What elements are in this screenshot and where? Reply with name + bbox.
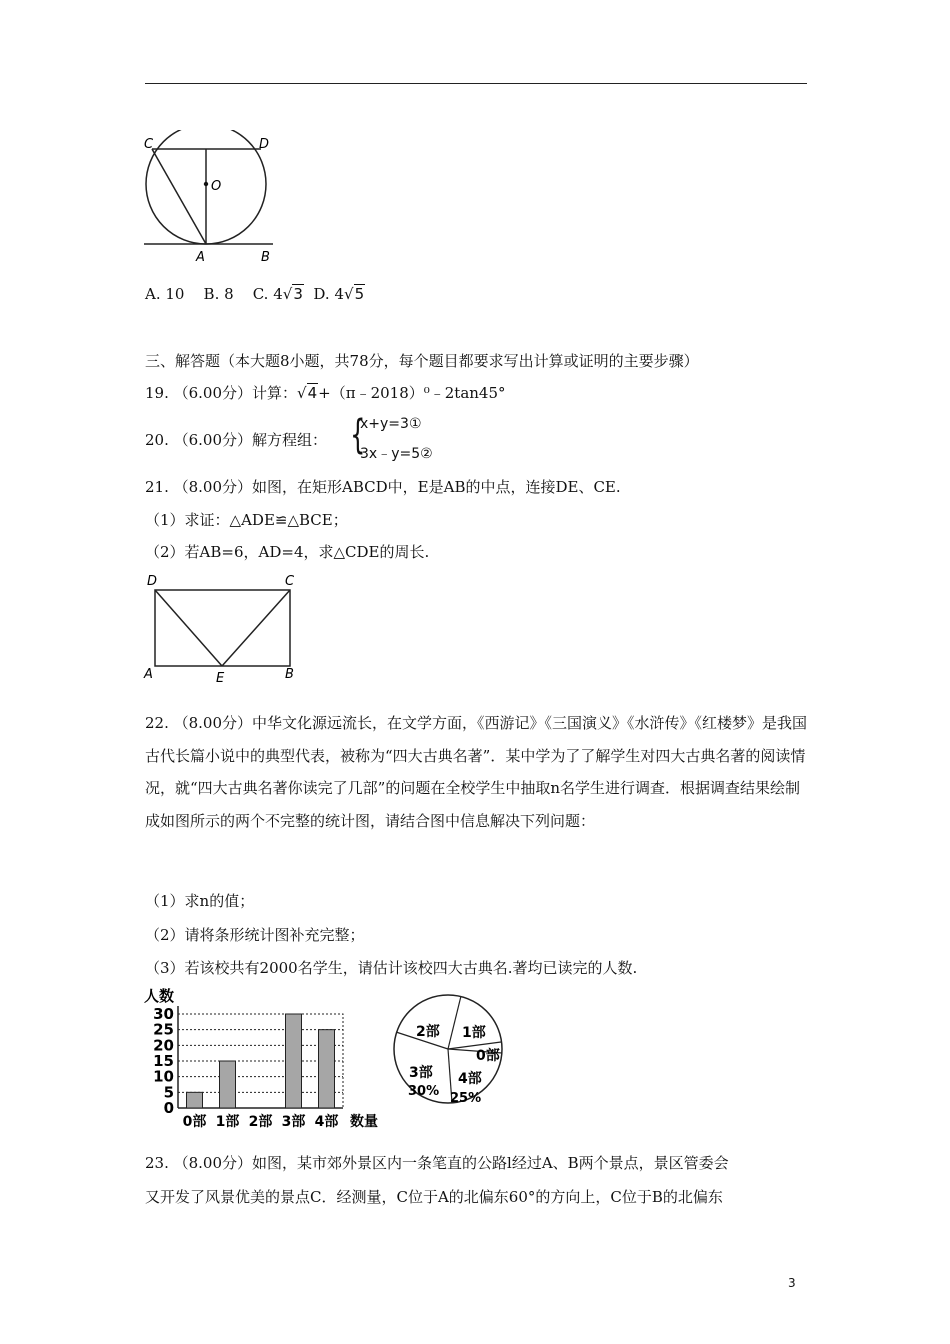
q21-stem: 21. （8.00分）如图，在矩形ABCD中，E是AB的中点，连接DE、CE. [145, 478, 621, 496]
question-19 [145, 383, 506, 403]
slice-label-1bu: 1部 [462, 1025, 486, 1041]
bar-0 [187, 1092, 203, 1108]
bar-1 [220, 1061, 236, 1108]
label-e: E [216, 671, 225, 686]
slice-label-0bu: 0部 [476, 1048, 500, 1064]
center-point [204, 182, 208, 186]
pie-chart [390, 990, 515, 1115]
x-axis-label: 数量 [350, 1114, 378, 1130]
label-o: O [211, 179, 222, 194]
q22-stem: 22. （8.00分）中华文化源远流长，在文学方面，《西游记》《三国演义》《水浒传》《红楼梦》是我国古代长篇小说中的典型代表，被称为“四大古典名著”．某中学为了了解学生对四大古典名著的阅读情况，就“四大古典名著你读完了几部”的问题在全校学生中抽取n名学生进行调查．根据调查结果绘制成如图所示的两个不完整的统计图，请结合图中信息解决下列问题： [145, 714, 808, 830]
label-b: B [285, 667, 294, 682]
q19-radicand: 4 [307, 384, 318, 402]
x-tick-label: 4部 [314, 1114, 339, 1130]
left-brace: { [350, 412, 366, 458]
bars [187, 1014, 335, 1108]
rectangle-abcd [155, 590, 290, 666]
circle-figure [140, 130, 280, 270]
bar-chart [138, 982, 388, 1132]
option-a: A. 10 [145, 285, 185, 303]
q23-line-2: 又开发了风景优美的景点C．经测量，C位于A的北偏东60°的方向上，C位于B的北偏东 [145, 1188, 723, 1206]
header-rule [145, 83, 807, 84]
q23-line-1: 23. （8.00分）如图，某市郊外景区内一条笔直的公路l经过A、B两个景点，景区管委会 [145, 1154, 729, 1172]
label-d: D [147, 574, 158, 589]
pie-divider-1 [448, 996, 461, 1049]
q19-rest: +（π﹣2018）⁰﹣2tan45° [318, 384, 506, 402]
label-c: C [144, 137, 154, 152]
equation-2: 3x﹣y=5② [360, 446, 433, 462]
q19-sqrt: √4 [297, 384, 318, 402]
x-tick-label: 3部 [281, 1114, 306, 1130]
option-c-prefix: C. 4 [252, 285, 283, 303]
q21-part-1: （1）求证：△ADE≌△BCE； [145, 511, 348, 529]
q19-prefix: 19. （6.00分）计算： [145, 384, 298, 402]
slice-label-3bu: 3部 [409, 1065, 433, 1081]
option-b: B. 8 [203, 285, 234, 303]
q22-part-3: （3）若该校共有2000名学生，请估计该校四大古典名.著均已读完的人数. [145, 959, 638, 977]
bar-3 [286, 1014, 302, 1108]
q22-part-2: （2）请将条形统计图补充完整； [145, 926, 365, 944]
option-d-radicand: 5 [354, 285, 365, 303]
label-b: B [261, 250, 270, 265]
slice-label-4bu: 4部 [458, 1071, 482, 1087]
option-d-prefix: D. 4 [313, 285, 344, 303]
label-d: D [259, 137, 270, 152]
page-number: 3 [788, 1276, 796, 1290]
x-tick-label: 1部 [215, 1114, 240, 1130]
y-tick-label: 10 [153, 1067, 174, 1086]
label-a: A [144, 667, 153, 682]
x-tick-label: 0部 [182, 1114, 207, 1130]
equation-1: x+y=3① [360, 416, 422, 432]
y-tick-label: 20 [153, 1036, 174, 1055]
q22-part-1: （1）求n的值； [145, 892, 255, 910]
y-tick-label: 15 [153, 1052, 174, 1070]
label-c: C [285, 574, 295, 589]
y-axis-label: 人数 [144, 987, 175, 1005]
x-tick-labels [183, 1113, 339, 1130]
slice-label-2bu: 2部 [416, 1024, 440, 1040]
option-c-radicand: 3 [293, 285, 303, 303]
q20-prefix: 20. （6.00分）解方程组： [145, 431, 328, 449]
label-a: A [196, 250, 205, 265]
y-tick-label: 0 [163, 1099, 174, 1117]
y-tick-label: 5 [163, 1083, 174, 1102]
segment-de [155, 590, 222, 666]
x-tick-label: 2部 [248, 1114, 273, 1130]
equation-system [345, 413, 445, 463]
q21-part-2: （2）若AB=6，AD=4，求△CDE的周长. [145, 543, 430, 561]
segment-ce [222, 590, 290, 666]
q18-options [145, 284, 365, 304]
slice-value-4bu: 25% [450, 1091, 482, 1106]
segment-ca [152, 149, 206, 244]
slice-value-3bu: 30% [408, 1084, 440, 1099]
y-tick-label: 25 [153, 1020, 174, 1039]
option-c-sqrt: √3 [282, 285, 303, 303]
rectangle-figure [140, 570, 310, 686]
option-d-sqrt: √5 [344, 285, 365, 303]
y-tick-label: 30 [153, 1005, 174, 1023]
section-3-title: 三、解答题（本大题8小题，共78分，每个题目都要求写出计算或证明的主要步骤） [145, 352, 699, 370]
bar-4 [319, 1030, 335, 1108]
y-tick-labels [153, 1005, 174, 1117]
